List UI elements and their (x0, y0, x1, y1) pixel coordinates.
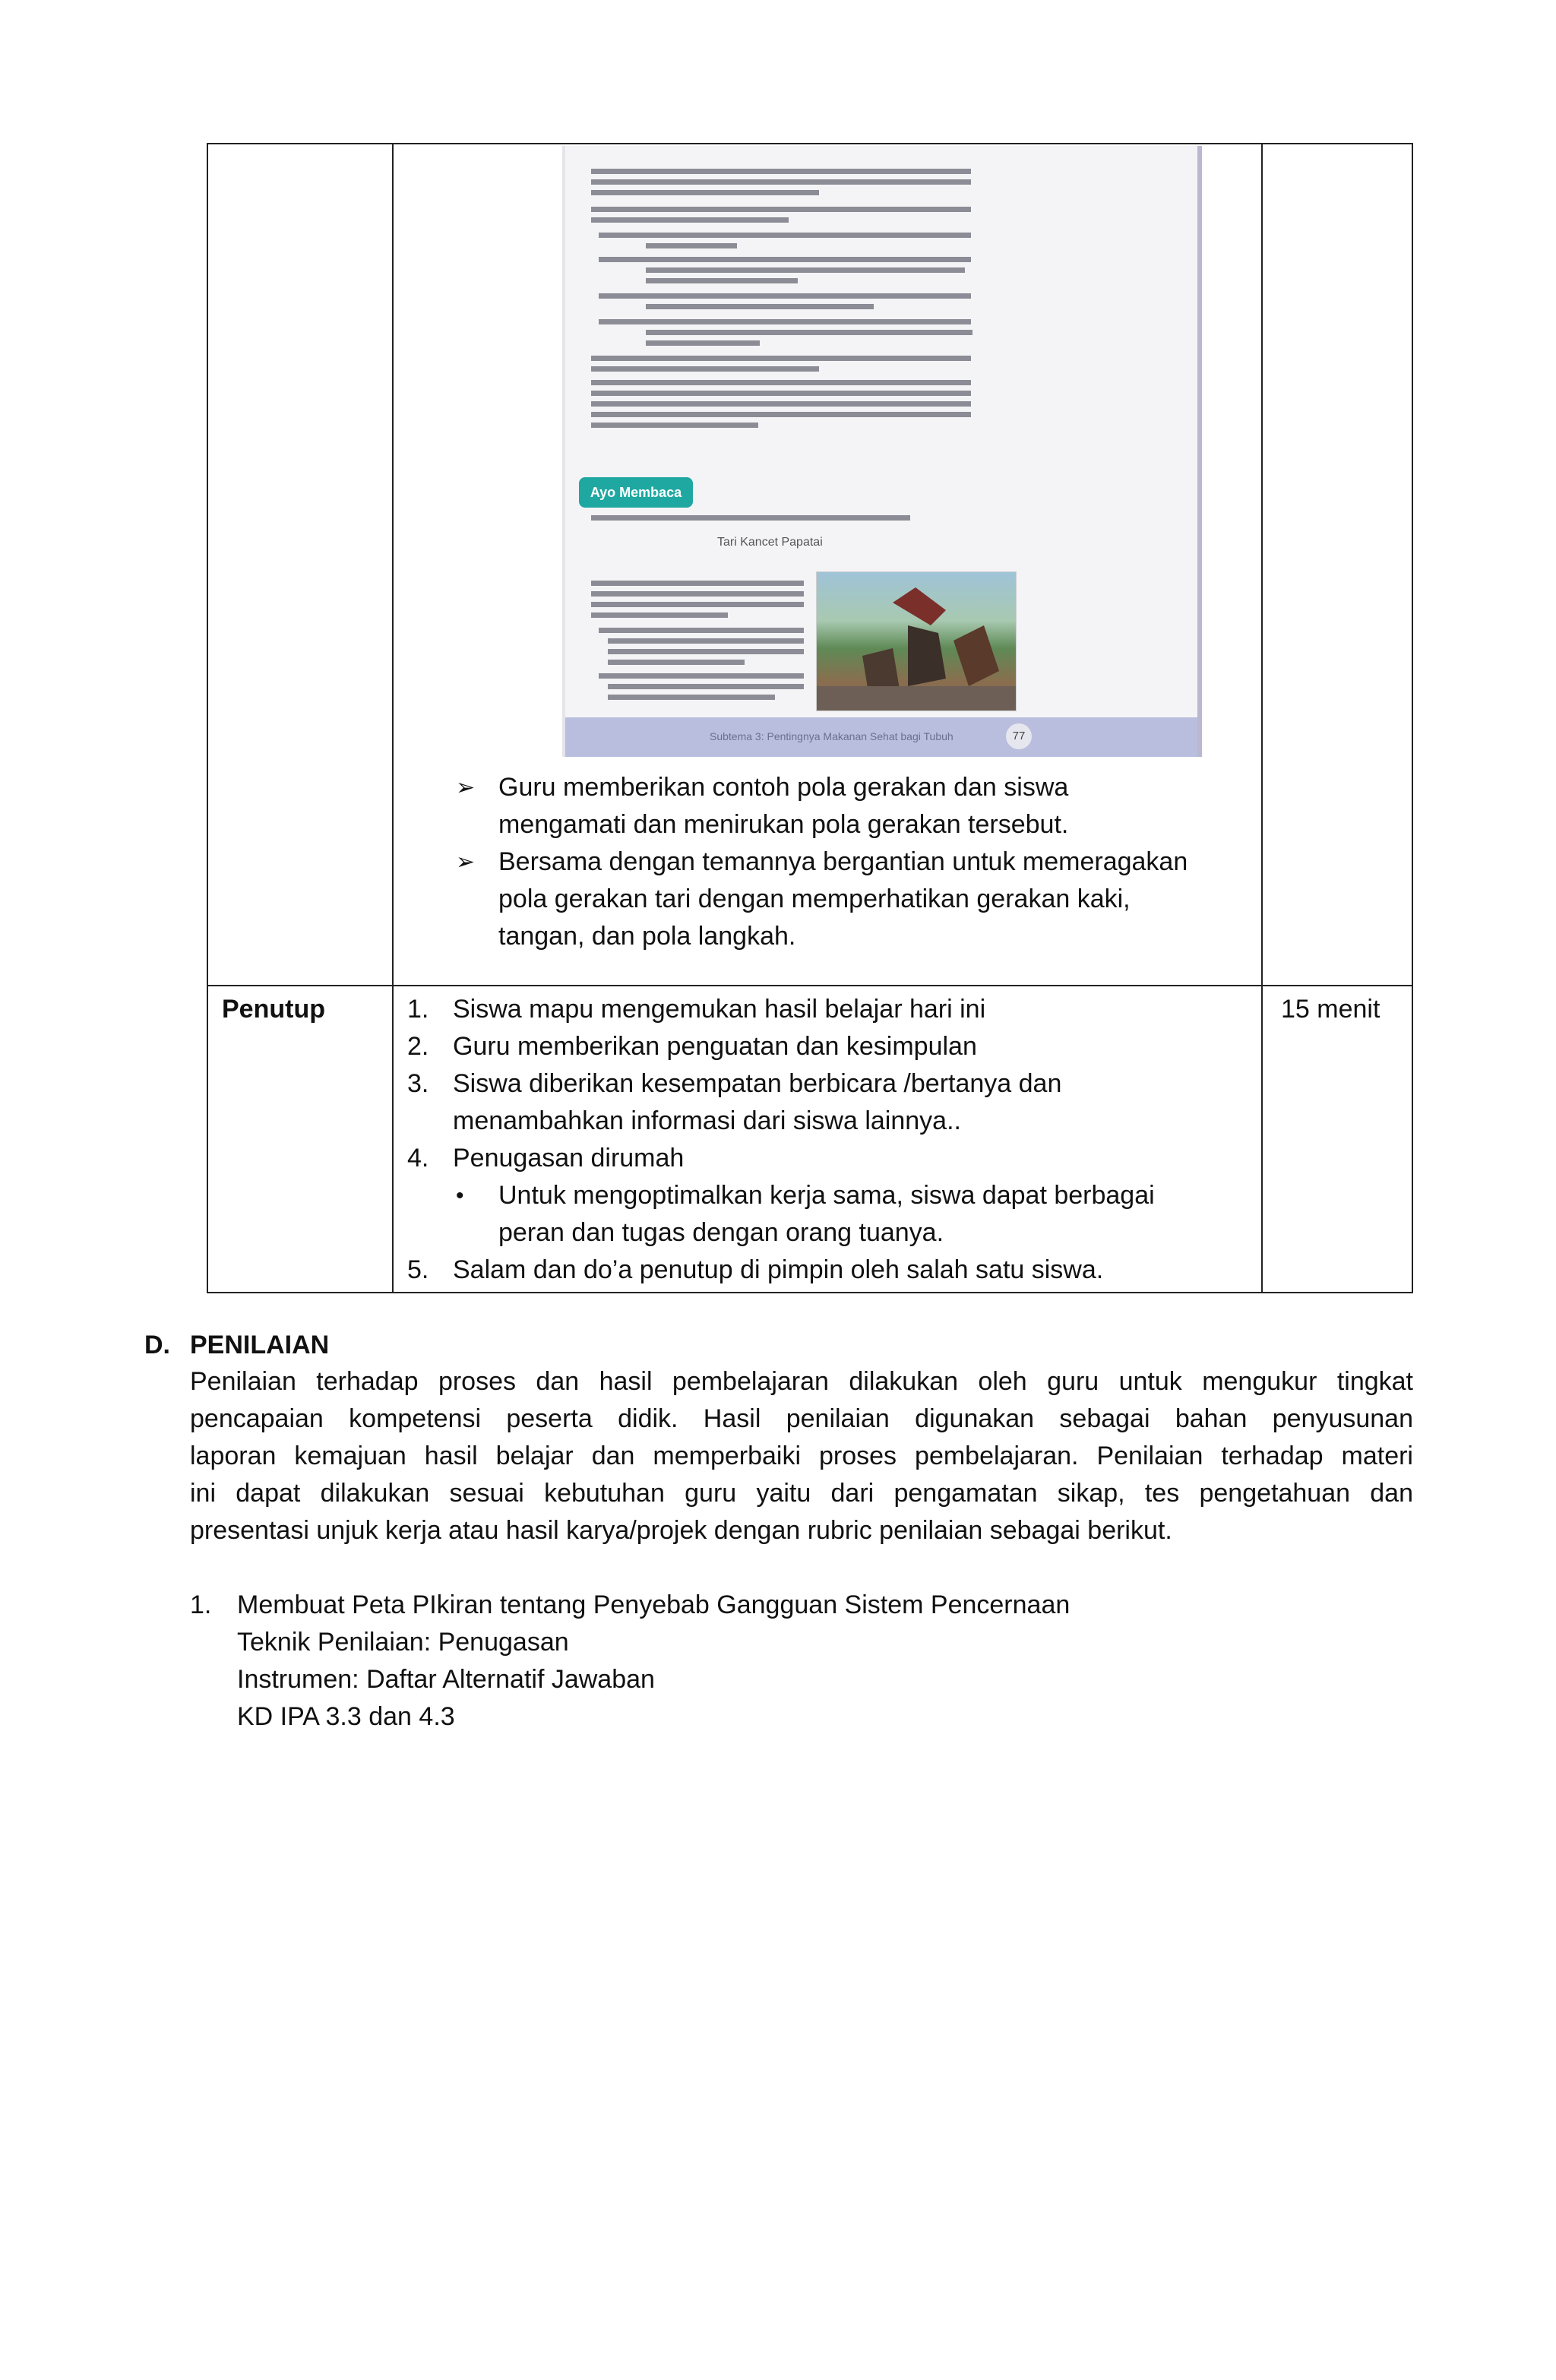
paragraph-line: pencapaian kompetensi peserta didik. Hasil penilaian digunakan sebagai bahan penyusunan (190, 1404, 1413, 1433)
dancer-illustration (817, 572, 1016, 711)
closing-duration: 15 menit (1281, 995, 1380, 1024)
closing-item-number: 4. (407, 1144, 429, 1173)
textbook-footer (565, 717, 1197, 757)
activity-step-line: tangan, dan pola langkah. (498, 922, 796, 951)
activity-step-line: Guru memberikan contoh pola gerakan dan siswa (498, 773, 1069, 802)
arrow-bullet-icon: ➢ (456, 850, 476, 875)
activity-step-line: pola gerakan tari dengan memperhatikan gerakan kaki, (498, 885, 1131, 913)
assessment-item-title: Membuat Peta PIkiran tentang Penyebab Gangguan Sistem Pencernaan (237, 1590, 1071, 1619)
paragraph-line: Penilaian terhadap proses dan hasil pembelajaran dilakukan oleh guru untuk mengukur tingkat (190, 1367, 1413, 1396)
textbook-page-number: 77 (1006, 723, 1032, 749)
textbook-page-image (562, 146, 1202, 757)
closing-item-text: Penugasan dirumah (453, 1144, 685, 1173)
closing-item-number: 3. (407, 1069, 429, 1098)
paragraph-line: ini dapat dilakukan sesuai kebutuhan guru yaitu dari pengamatan sikap, tes pengetahuan dan (190, 1479, 1413, 1508)
textbook-badge: Ayo Membaca (579, 477, 693, 508)
assessment-instrument: Instrumen: Daftar Alternatif Jawaban (237, 1665, 655, 1694)
textbook-footer-label: Subtema 3: Pentingnya Makanan Sehat bagi Tubuh (710, 730, 954, 742)
table-column-divider (1261, 144, 1263, 1292)
closing-item-text: Siswa mapu mengemukan hasil belajar hari ini (453, 995, 986, 1024)
dance-photo (816, 571, 1017, 711)
paragraph-line: laporan kemajuan hasil belajar dan memperbaiki proses pembelajaran. Penilaian terhadap materi (190, 1442, 1413, 1470)
closing-item-text: Guru memberikan penguatan dan kesimpulan (453, 1032, 977, 1061)
closing-phase-label: Penutup (222, 995, 325, 1024)
activity-step-line: Bersama dengan temannya bergantian untuk memeragakan (498, 847, 1188, 876)
closing-item-number: 2. (407, 1032, 429, 1061)
assessment-technique: Teknik Penilaian: Penugasan (237, 1628, 569, 1657)
table-row-divider (208, 985, 1412, 986)
section-title: PENILAIAN (190, 1331, 330, 1359)
bullet-dot-icon: • (456, 1183, 464, 1208)
closing-item-text: menambahkan informasi dari siswa lainnya.. (453, 1106, 961, 1135)
closing-subitem-text: Untuk mengoptimalkan kerja sama, siswa dapat berbagai (498, 1181, 1155, 1210)
assessment-kd: KD IPA 3.3 dan 4.3 (237, 1702, 455, 1731)
closing-item-text: Salam dan do’a penutup di pimpin oleh salah satu siswa. (453, 1255, 1104, 1284)
textbook-reading-title: Tari Kancet Papatai (717, 536, 823, 549)
paragraph-line: presentasi unjuk kerja atau hasil karya/projek dengan rubric penilaian sebagai berikut. (190, 1516, 1172, 1545)
section-letter: D. (144, 1331, 170, 1359)
activity-step-line: mengamati dan menirukan pola gerakan tersebut. (498, 810, 1069, 839)
assessment-paragraph (190, 1363, 1413, 1549)
arrow-bullet-icon: ➢ (456, 775, 476, 800)
closing-item-text: Siswa diberikan kesempatan berbicara /bertanya dan (453, 1069, 1062, 1098)
assessment-item-number: 1. (190, 1590, 212, 1619)
closing-subitem-text: peran dan tugas dengan orang tuanya. (498, 1218, 944, 1247)
closing-item-number: 1. (407, 995, 429, 1024)
closing-item-number: 5. (407, 1255, 429, 1284)
table-column-divider (392, 144, 394, 1292)
